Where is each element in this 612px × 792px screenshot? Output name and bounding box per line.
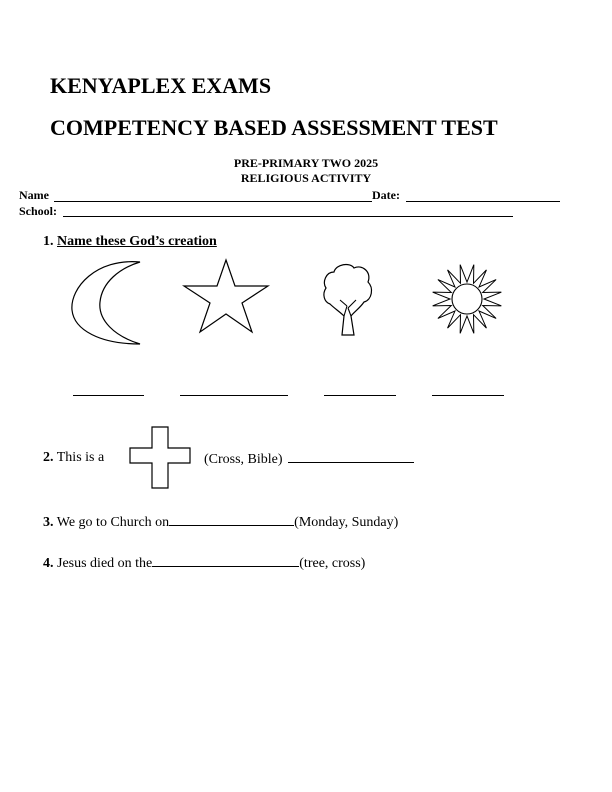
question-4-text-before: Jesus died on the [57,556,153,571]
question-3-choices: (Monday, Sunday) [294,515,399,530]
star-icon [182,258,270,334]
date-label: Date: [372,188,400,202]
answer-line-moon[interactable] [73,395,144,396]
date-field[interactable] [406,201,560,202]
sun-icon [430,262,504,336]
answer-line-q3[interactable] [169,513,294,526]
question-1-text: Name these God’s creation [57,234,217,249]
school-label: School: [19,204,58,218]
tree-icon [320,262,376,338]
cross-icon [128,426,192,490]
answer-line-q4[interactable] [152,554,299,567]
subject-title: RELIGIOUS ACTIVITY [240,171,372,185]
question-4-number: 4. [43,556,54,571]
question-2-number: 2. [43,450,54,465]
question-2-text-before: This is a [56,450,105,465]
name-field[interactable] [54,201,372,202]
sun-rays [433,265,502,334]
grade-year: PRE-PRIMARY TWO 2025 [233,156,379,170]
answer-line-sun[interactable] [432,395,504,396]
test-title: COMPETENCY BASED ASSESSMENT TEST [50,115,498,140]
answer-line-star[interactable] [180,395,288,396]
answer-line-q2[interactable] [288,450,414,463]
answer-line-tree[interactable] [324,395,396,396]
question-3-text-before: We go to Church on [56,515,170,530]
name-label: Name [19,188,49,202]
question-4 [43,554,365,572]
question-3 [43,513,398,531]
school-field[interactable] [63,216,513,217]
question-2-choices: (Cross, Bible) [204,452,283,467]
question-2-options [204,450,414,468]
question-1-number: 1. [43,234,54,249]
question-4-choices: (tree, cross) [299,556,366,571]
question-2 [43,450,104,466]
moon-icon [68,258,144,346]
question-1 [43,234,217,250]
publisher-title: KENYAPLEX EXAMS [50,73,272,98]
question-3-number: 3. [43,515,54,530]
